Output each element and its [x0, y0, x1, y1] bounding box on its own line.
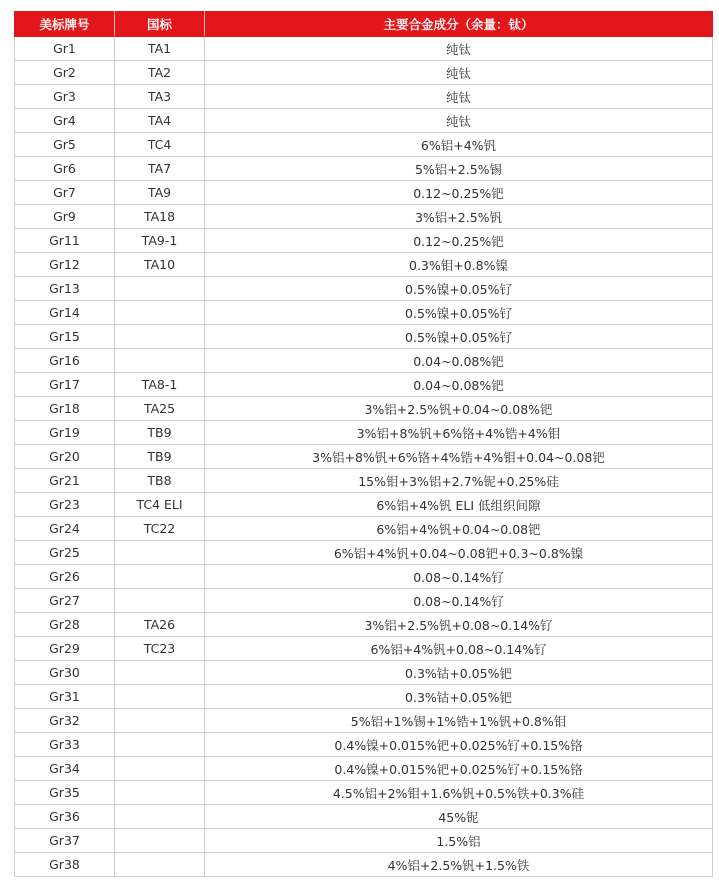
- cell-gb-grade: TA7: [115, 157, 205, 181]
- cell-composition: 45%铌: [205, 805, 713, 829]
- cell-astm-grade: Gr26: [15, 565, 115, 589]
- cell-composition: 纯钛: [205, 37, 713, 61]
- cell-composition: 6%铝+4%钒+0.08~0.14%钌: [205, 637, 713, 661]
- cell-composition: 6%铝+4%钒: [205, 133, 713, 157]
- cell-astm-grade: Gr21: [15, 469, 115, 493]
- cell-composition: 0.04~0.08%钯: [205, 373, 713, 397]
- cell-gb-grade: TA26: [115, 613, 205, 637]
- cell-astm-grade: Gr37: [15, 829, 115, 853]
- cell-astm-grade: Gr29: [15, 637, 115, 661]
- cell-astm-grade: Gr2: [15, 61, 115, 85]
- table-row: [15, 805, 713, 829]
- cell-composition: 0.5%镍+0.05%钌: [205, 301, 713, 325]
- cell-astm-grade: Gr33: [15, 733, 115, 757]
- cell-composition: 0.04~0.08%钯: [205, 349, 713, 373]
- cell-composition: 6%铝+4%钒+0.04~0.08钯+0.3~0.8%镍: [205, 541, 713, 565]
- cell-gb-grade: [115, 853, 205, 877]
- cell-composition: 纯钛: [205, 85, 713, 109]
- cell-astm-grade: Gr20: [15, 445, 115, 469]
- table-row: [15, 61, 713, 85]
- table-row: [15, 517, 713, 541]
- cell-astm-grade: Gr9: [15, 205, 115, 229]
- cell-gb-grade: [115, 733, 205, 757]
- table-row: [15, 541, 713, 565]
- table-row: [15, 853, 713, 877]
- cell-composition: 0.3%钴+0.05%钯: [205, 685, 713, 709]
- table-row: [15, 421, 713, 445]
- table-row: [15, 325, 713, 349]
- cell-astm-grade: Gr28: [15, 613, 115, 637]
- cell-astm-grade: Gr11: [15, 229, 115, 253]
- cell-gb-grade: [115, 301, 205, 325]
- table-row: [15, 445, 713, 469]
- table-row: [15, 85, 713, 109]
- cell-composition: 0.12~0.25%钯: [205, 181, 713, 205]
- table-row: [15, 205, 713, 229]
- cell-composition: 3%铝+2.5%钒: [205, 205, 713, 229]
- cell-gb-grade: [115, 325, 205, 349]
- table-header: [15, 12, 713, 37]
- cell-astm-grade: Gr35: [15, 781, 115, 805]
- cell-astm-grade: Gr4: [15, 109, 115, 133]
- cell-composition: 3%铝+2.5%钒+0.08~0.14%钌: [205, 613, 713, 637]
- cell-astm-grade: Gr18: [15, 397, 115, 421]
- cell-gb-grade: [115, 757, 205, 781]
- cell-composition: 15%钼+3%铝+2.7%铌+0.25%硅: [205, 469, 713, 493]
- table-row: [15, 109, 713, 133]
- header-astm-grade: 美标牌号: [15, 12, 115, 37]
- table-row: [15, 685, 713, 709]
- cell-astm-grade: Gr6: [15, 157, 115, 181]
- cell-gb-grade: TA10: [115, 253, 205, 277]
- table-row: [15, 709, 713, 733]
- cell-composition: 0.08~0.14%钌: [205, 589, 713, 613]
- cell-composition: 0.12~0.25%钯: [205, 229, 713, 253]
- cell-gb-grade: TB9: [115, 421, 205, 445]
- table-body: [15, 37, 713, 877]
- cell-gb-grade: TA18: [115, 205, 205, 229]
- cell-composition: 0.5%镍+0.05%钌: [205, 325, 713, 349]
- cell-astm-grade: Gr19: [15, 421, 115, 445]
- header-gb-grade: 国标: [115, 12, 205, 37]
- cell-composition: 3%铝+8%钒+6%铬+4%锆+4%钼: [205, 421, 713, 445]
- table-row: [15, 613, 713, 637]
- cell-astm-grade: Gr31: [15, 685, 115, 709]
- header-row: [15, 12, 713, 37]
- cell-gb-grade: [115, 661, 205, 685]
- cell-gb-grade: TA2: [115, 61, 205, 85]
- cell-composition: 纯钛: [205, 61, 713, 85]
- table-row: [15, 397, 713, 421]
- cell-composition: 6%铝+4%钒+0.04~0.08钯: [205, 517, 713, 541]
- cell-composition: 6%铝+4%钒 ELI 低组织间隙: [205, 493, 713, 517]
- cell-astm-grade: Gr12: [15, 253, 115, 277]
- cell-composition: 0.4%镍+0.015%钯+0.025%钌+0.15%铬: [205, 757, 713, 781]
- cell-gb-grade: TB8: [115, 469, 205, 493]
- cell-composition: 5%铝+2.5%锡: [205, 157, 713, 181]
- cell-gb-grade: [115, 709, 205, 733]
- cell-gb-grade: TA25: [115, 397, 205, 421]
- cell-gb-grade: TA4: [115, 109, 205, 133]
- cell-astm-grade: Gr23: [15, 493, 115, 517]
- cell-gb-grade: [115, 805, 205, 829]
- table-row: [15, 637, 713, 661]
- cell-composition: 1.5%铝: [205, 829, 713, 853]
- table-container: [14, 11, 712, 877]
- cell-astm-grade: Gr5: [15, 133, 115, 157]
- cell-astm-grade: Gr27: [15, 589, 115, 613]
- cell-gb-grade: [115, 565, 205, 589]
- cell-gb-grade: TA9-1: [115, 229, 205, 253]
- table-row: [15, 37, 713, 61]
- table-row: [15, 661, 713, 685]
- table-row: [15, 373, 713, 397]
- table-row: [15, 181, 713, 205]
- cell-gb-grade: TA1: [115, 37, 205, 61]
- cell-gb-grade: [115, 277, 205, 301]
- table-row: [15, 277, 713, 301]
- cell-astm-grade: Gr16: [15, 349, 115, 373]
- cell-gb-grade: [115, 781, 205, 805]
- table-row: [15, 493, 713, 517]
- table-row: [15, 349, 713, 373]
- cell-gb-grade: [115, 541, 205, 565]
- table-row: [15, 565, 713, 589]
- table-row: [15, 133, 713, 157]
- table-row: [15, 469, 713, 493]
- cell-composition: 纯钛: [205, 109, 713, 133]
- cell-gb-grade: TA8-1: [115, 373, 205, 397]
- table-row: [15, 253, 713, 277]
- cell-astm-grade: Gr14: [15, 301, 115, 325]
- table-row: [15, 733, 713, 757]
- cell-composition: 0.5%镍+0.05%钌: [205, 277, 713, 301]
- cell-composition: 0.4%镍+0.015%钯+0.025%钌+0.15%铬: [205, 733, 713, 757]
- table-row: [15, 589, 713, 613]
- cell-gb-grade: TA9: [115, 181, 205, 205]
- cell-astm-grade: Gr30: [15, 661, 115, 685]
- cell-gb-grade: [115, 349, 205, 373]
- cell-astm-grade: Gr36: [15, 805, 115, 829]
- cell-astm-grade: Gr1: [15, 37, 115, 61]
- cell-gb-grade: [115, 589, 205, 613]
- cell-gb-grade: [115, 685, 205, 709]
- table-row: [15, 781, 713, 805]
- cell-gb-grade: [115, 829, 205, 853]
- cell-gb-grade: TC4 ELI: [115, 493, 205, 517]
- cell-astm-grade: Gr24: [15, 517, 115, 541]
- cell-composition: 3%铝+8%钒+6%铬+4%锆+4%钼+0.04~0.08钯: [205, 445, 713, 469]
- cell-astm-grade: Gr3: [15, 85, 115, 109]
- cell-gb-grade: TC22: [115, 517, 205, 541]
- cell-composition: 0.08~0.14%钌: [205, 565, 713, 589]
- table-row: [15, 757, 713, 781]
- table-row: [15, 157, 713, 181]
- table-row: [15, 229, 713, 253]
- cell-astm-grade: Gr32: [15, 709, 115, 733]
- cell-gb-grade: TC4: [115, 133, 205, 157]
- cell-astm-grade: Gr13: [15, 277, 115, 301]
- cell-gb-grade: TB9: [115, 445, 205, 469]
- cell-composition: 4%铝+2.5%钒+1.5%铁: [205, 853, 713, 877]
- header-composition: 主要合金成分（余量：钛）: [205, 12, 713, 37]
- cell-astm-grade: Gr38: [15, 853, 115, 877]
- table-row: [15, 301, 713, 325]
- cell-astm-grade: Gr17: [15, 373, 115, 397]
- cell-composition: 0.3%钼+0.8%镍: [205, 253, 713, 277]
- cell-astm-grade: Gr15: [15, 325, 115, 349]
- cell-astm-grade: Gr25: [15, 541, 115, 565]
- cell-gb-grade: TA3: [115, 85, 205, 109]
- cell-composition: 0.3%钴+0.05%钯: [205, 661, 713, 685]
- cell-composition: 5%铝+1%锡+1%锆+1%钒+0.8%钼: [205, 709, 713, 733]
- cell-composition: 4.5%铝+2%钼+1.6%钒+0.5%铁+0.3%硅: [205, 781, 713, 805]
- cell-gb-grade: TC23: [115, 637, 205, 661]
- titanium-grade-table: [14, 11, 713, 877]
- cell-composition: 3%铝+2.5%钒+0.04~0.08%钯: [205, 397, 713, 421]
- cell-astm-grade: Gr7: [15, 181, 115, 205]
- table-row: [15, 829, 713, 853]
- cell-astm-grade: Gr34: [15, 757, 115, 781]
